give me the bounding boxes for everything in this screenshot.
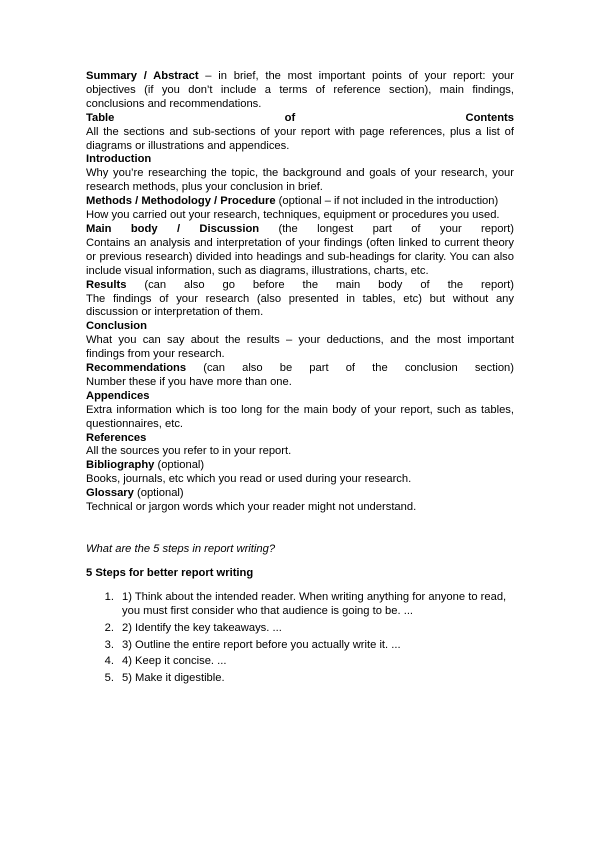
glossary-heading: Glossary (optional)	[86, 487, 184, 500]
conclusion-heading: Conclusion	[86, 320, 147, 333]
references-text: All the sources you refer to in your report.	[86, 445, 292, 458]
list-item-number: 2.	[104, 621, 114, 634]
main-body-heading: Main body / Discussion (the longest part of your report)	[86, 222, 514, 235]
list-item	[86, 591, 514, 619]
results-heading: Results (can also go before the main body of the report)	[86, 278, 514, 291]
methods-note: (optional – if not included in the introduction)	[275, 195, 499, 208]
bibliography-heading: Bibliography (optional)	[86, 459, 205, 472]
glossary-note: (optional)	[133, 487, 184, 500]
methods-heading: Methods / Methodology / Procedure (optional – if not included in the introduction)	[86, 195, 499, 208]
list-item	[86, 622, 514, 636]
appendices-text: Extra information which is too long for the main body of your report, such as tables, questionnaires, etc.	[86, 403, 514, 430]
list-item	[86, 672, 514, 686]
bibliography-note: (optional)	[154, 459, 205, 472]
list-item-text: 2) Identify the key takeaways. ...	[122, 621, 282, 634]
list-item-text: 3) Outline the entire report before you actually write it. ...	[122, 638, 401, 651]
list-item-text: 4) Keep it concise. ...	[122, 655, 227, 668]
summary-text: – in brief, the most important points of your report: your objectives (if you don’t include a terms of reference section), main findings, conclusions and recommendations.	[86, 70, 515, 110]
document-content	[86, 70, 514, 689]
introduction-text: Why you’re researching the topic, the background and goals of your research, your research methods, plus your conclusion in brief.	[86, 167, 514, 194]
steps-title: 5 Steps for better report writing	[86, 566, 254, 579]
list-item-number: 4.	[104, 655, 114, 668]
appendices-heading: Appendices	[86, 389, 150, 402]
bibliography-text: Books, journals, etc which you read or used during your research.	[86, 473, 412, 486]
glossary-text: Technical or jargon words which your reader might not understand.	[86, 501, 417, 514]
list-item-number: 1.	[104, 590, 114, 603]
list-item	[86, 655, 514, 669]
references-heading: References	[86, 431, 147, 444]
recommendations-heading: Recommendations (can also be part of the conclusion section)	[86, 362, 514, 375]
toc-word-table: Table	[86, 111, 115, 124]
conclusion-text: What you can say about the results – your deductions, and the most important findings from your research.	[86, 334, 514, 361]
list-item-text: 1) Think about the intended reader. When writing anything for anyone to read, you must first consider who that audience is going to be. ...	[122, 590, 507, 617]
toc-word-contents: Contents	[465, 111, 514, 124]
list-item-text: 5) Make it digestible.	[122, 672, 225, 685]
recommendations-text: Number these if you have more than one.	[86, 375, 292, 388]
list-item-number: 3.	[104, 638, 114, 651]
main-body-note: (the longest part of your report)	[259, 222, 514, 235]
toc-heading	[86, 112, 514, 126]
toc-text: All the sections and sub-sections of your report with page references, plus a list of diagrams or illustrations and appendices.	[86, 125, 514, 152]
introduction-heading: Introduction	[86, 153, 152, 166]
methods-text: How you carried out your research, techniques, equipment or procedures you used.	[86, 209, 500, 222]
toc-word-of: of	[284, 111, 296, 124]
question-text: What are the 5 steps in report writing?	[86, 543, 276, 555]
summary-paragraph	[86, 70, 514, 112]
recommendations-note: (can also be part of the conclusion section)	[186, 362, 514, 375]
list-item-number: 5.	[104, 672, 114, 685]
main-body-text: Contains an analysis and interpretation of your findings (often linked to current theory or previous research) divided into headings and sub-headings for clarity. You can also include visual information, such as diagrams, illustrations, charts, etc.	[86, 236, 514, 277]
results-note: (can also go before the main body of the report)	[126, 278, 514, 291]
results-text: The findings of your research (also presented in tables, etc) but without any discussion or interpretation of them.	[86, 292, 514, 319]
summary-heading: Summary / Abstract	[86, 70, 199, 82]
list-item	[86, 639, 514, 653]
steps-list	[86, 591, 514, 686]
